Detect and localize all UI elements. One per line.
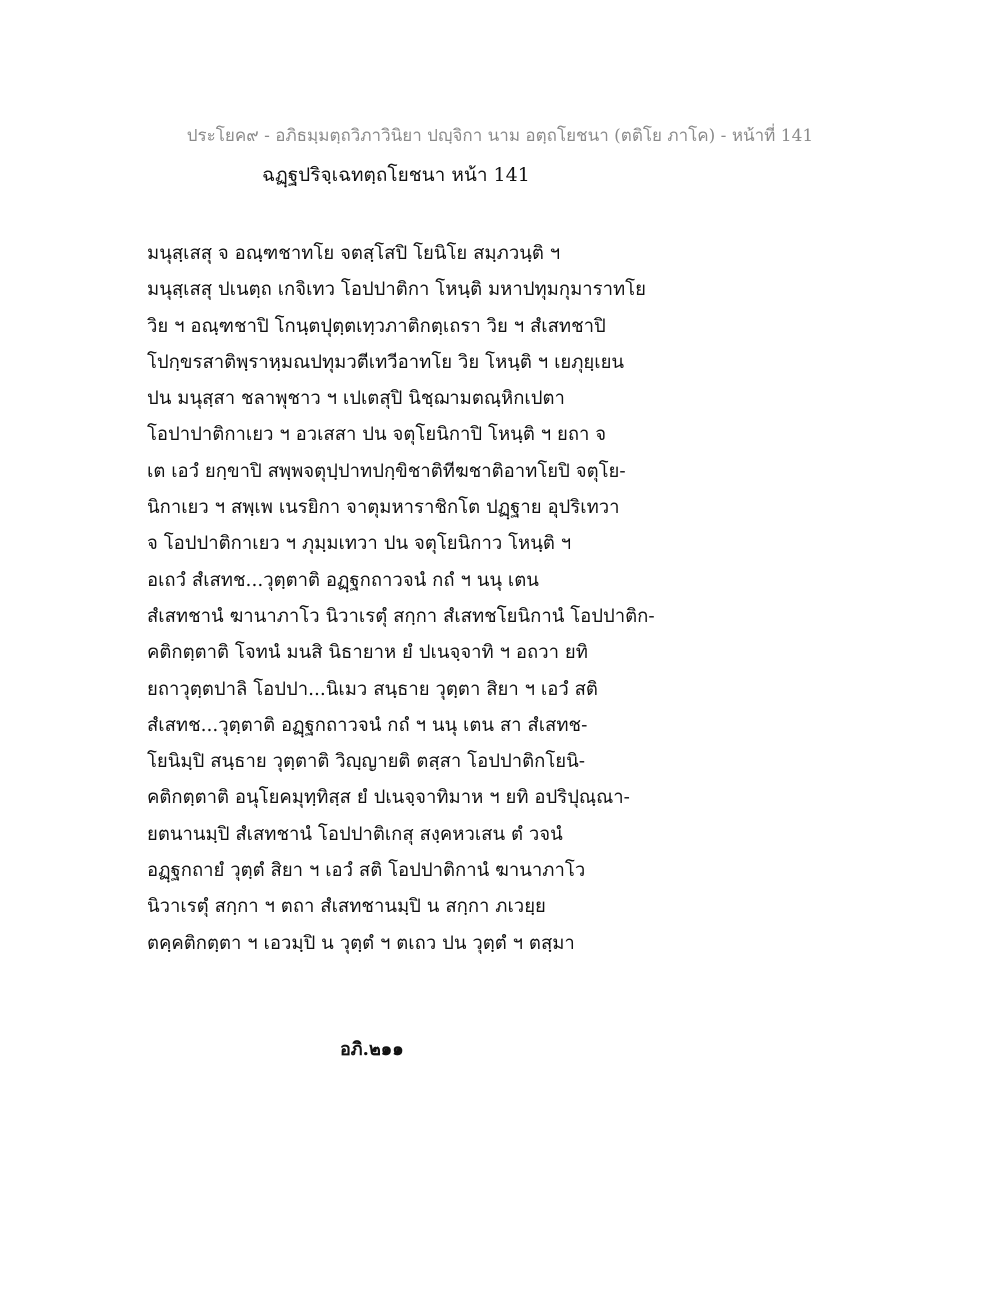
body-line: อเถวํ สํเสทช...วุตฺตาติ อฏฺฐกถาวจนํ กถํ ฯ นนุ เตน	[147, 569, 539, 591]
body-line: ตคฺคติกตฺตา ฯ เอวมฺปิ น วุตฺตํ ฯ ตเถว ปน วุตฺตํ ฯ ตสฺมา	[147, 932, 575, 954]
body-line: มนุสฺเสสุ ปเนตฺถ เกจิเทว โอปปาติกา โหนฺติ มหาปทุมกุมาราทโย	[147, 279, 646, 301]
body-line: อฏฺฐกถายํ วุตฺตํ สิยา ฯ เอวํ สติ โอปปาติกานํ ฆานาภาโว	[147, 860, 586, 882]
body-line: นิกาเยว ฯ สพฺเพ เนรยิกา จาตุมหาราชิกโต ปฏฺฐาย อุปริเทวา	[147, 497, 620, 519]
body-line: เต เอวํ ยกฺขาปิ สพฺพจตุปฺปาทปกฺขิชาติทีฆชาติอาทโยปิ จตุโย-	[147, 460, 626, 482]
body-line: คติกตฺตาติ อนุโยคมุทฺทิสฺส ยํ ปเนจฺจาทิมาห ฯ ยทิ อปริปุณฺณา-	[147, 787, 630, 809]
running-header: ประโยค๙ - อภิธมฺมตฺถวิภาวินิยา ปญฺจิกา นาม อตฺถโยชนา (ตติโย ภาโค) - หน้าที่ 141	[186, 126, 814, 146]
body-line: นิวาเรตุํ สกฺกา ฯ ตถา สํเสทชานมฺปิ น สกฺกา ภเวยฺย	[147, 896, 546, 918]
body-line: โปกฺขรสาติพฺราหฺมณปทุมวตีเทวีอาทโย วิย โหนฺติ ฯ เยภุยฺเยน	[147, 351, 625, 373]
body-line: มนุสฺเสสุ จ อณฺฑชาทโย จตสฺโสปิ โยนิโย สมฺภวนฺติ ฯ	[147, 243, 561, 264]
body-line: โยนิมฺปิ สนฺธาย วุตฺตาติ วิญฺญายติ ตสฺสา โอปปาติกโยนิ-	[147, 751, 585, 773]
body-line: สํเสทช...วุตฺตาติ อฏฺฐกถาวจนํ กถํ ฯ นนุ เตน สา สํเสทช-	[147, 714, 588, 736]
body-line: จ โอปปาติกาเยว ฯ ภุมฺมเทวา ปน จตุโยนิกาว โหนฺติ ฯ	[147, 533, 572, 555]
body-line: สํเสทชานํ ฆานาภาโว นิวาเรตุํ สกฺกา สํเสทชโยนิกานํ โอปปาติก-	[147, 605, 655, 627]
body-line: ยถาวุตฺตปาลิ โอปปา...นิเมว สนฺธาย วุตฺตา สิยา ฯ เอวํ สติ	[147, 678, 598, 700]
section-heading: ฉฏฺฐปริจฺเฉทตฺถโยชนา หน้า 141	[262, 164, 530, 186]
body-line: วิย ฯ อณฺฑชาปิ โกนฺตปุตฺตเทฺวภาติกตฺเถรา วิย ฯ สํเสทชาปิ	[147, 315, 606, 337]
page-marker: อภิ.๒๑๑	[340, 1039, 404, 1060]
body-line: โอปาปาติกาเยว ฯ อวเสสา ปน จตุโยนิกาปิ โหนฺติ ฯ ยถา จ	[147, 424, 607, 446]
body-line: ปน มนุสฺสา ชลาพุชาว ฯ เปเตสุปิ นิชฺฌามตณฺหิกเปตา	[147, 388, 565, 410]
body-line: ยตนานมฺปิ สํเสทชานํ โอปปาติเกสุ สงฺคหวเสน ตํ วจนํ	[147, 823, 563, 845]
body-text	[147, 236, 867, 962]
body-line: คติกตฺตาติ โจทนํ มนสิ นิธายาห ยํ ปเนจฺจาทิ ฯ อถวา ยทิ	[147, 642, 588, 664]
